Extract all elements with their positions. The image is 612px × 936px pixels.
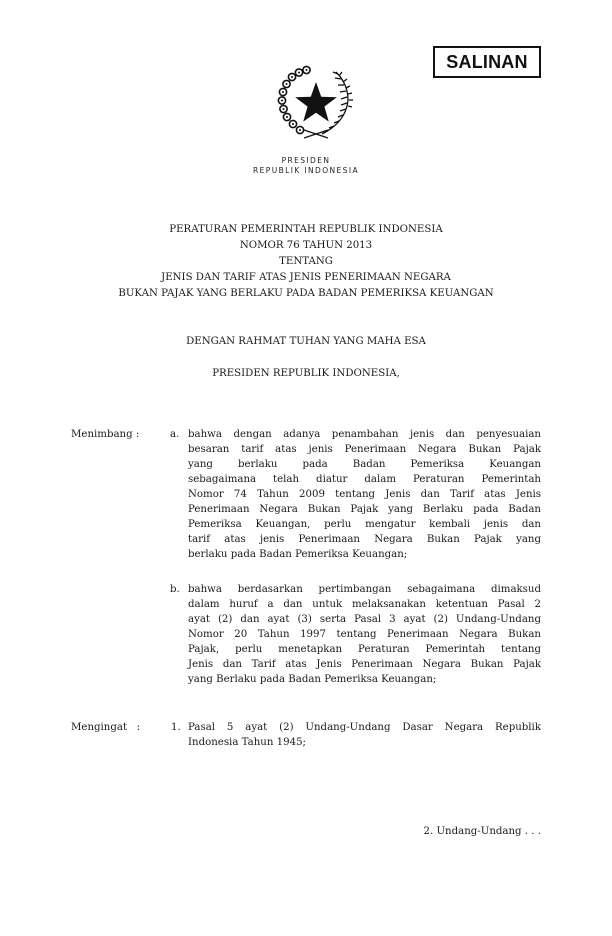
text-line: Pemeriksa Keuangan, perlu mengatur kembali jenis dan [188,519,541,530]
text-line: dalam huruf a dan untuk melaksanakan ketentuan Pasal 2 [188,599,541,610]
emblem-caption-presiden: PRESIDEN [281,156,331,165]
text-line: ayat (2) dan ayat (3) serta Pasal 3 ayat (2) Undang-Undang [188,614,541,625]
text-line: yang Berlaku pada Badan Pemeriksa Keuangan; [188,674,437,685]
regulation-subject-line1: JENIS DAN TARIF ATAS JENIS PENERIMAAN NEGARA [161,272,451,283]
text-line: bahwa berdasarkan pertimbangan sebagaimana dimaksud [188,584,541,595]
text-line: Pajak, perlu menetapkan Peraturan Pemerintah tentang [188,644,541,655]
mengingat-label: Mengingat : [71,722,141,733]
regulation-subject-line2: BUKAN PAJAK YANG BERLAKU PADA BADAN PEMERIKSA KEUANGAN [118,288,494,299]
emblem-caption-republik: REPUBLIK INDONESIA [253,166,359,175]
text-line: berlaku pada Badan Pemeriksa Keuangan; [188,549,408,560]
text-line: tarif atas jenis Penerimaan Negara Bukan Pajak yang [188,534,541,545]
text-line: Pasal 5 ayat (2) Undang-Undang Dasar Negara Republik [188,722,541,733]
menimbang-item-a-marker: a. [170,429,180,440]
regulation-title: PERATURAN PEMERINTAH REPUBLIK INDONESIA [169,224,443,235]
authority: PRESIDEN REPUBLIK INDONESIA, [212,368,400,379]
text-line: bahwa dengan adanya penambahan jenis dan penyesuaian [188,429,541,440]
menimbang-item-a [188,427,541,562]
menimbang-label: Menimbang : [71,429,140,440]
text-line: yang berlaku pada Badan Pemeriksa Keuangan [188,459,541,470]
regulation-number: NOMOR 76 TAHUN 2013 [239,240,373,251]
text-line: Nomor 20 Tahun 1997 tentang Penerimaan Negara Bukan [188,629,541,640]
invocation: DENGAN RAHMAT TUHAN YANG MAHA ESA [186,336,426,347]
menimbang-item-b [188,582,541,687]
mengingat-item-1-marker: 1. [171,722,181,733]
mengingat-item-1 [188,720,541,750]
text-line: Nomor 74 Tahun 2009 tentang Jenis dan Tarif atas Jenis [188,489,541,500]
text-line: sebagaimana telah diatur dalam Peraturan Pemerintah [188,474,541,485]
text-line: besaran tarif atas jenis Penerimaan Negara Bukan Pajak [188,444,541,455]
text-line: Indonesia Tahun 1945; [188,737,306,748]
presidential-emblem-icon [276,64,356,140]
page-continuation: 2. Undang-Undang . . . [423,826,541,837]
salinan-stamp: SALINAN [433,46,541,78]
menimbang-item-b-marker: b. [170,584,180,595]
text-line: Penerimaan Negara Bukan Pajak yang Berlaku pada Badan [188,504,541,515]
text-line: Jenis dan Tarif atas Jenis Penerimaan Negara Bukan Pajak [188,659,541,670]
regulation-tentang: TENTANG [279,256,333,267]
